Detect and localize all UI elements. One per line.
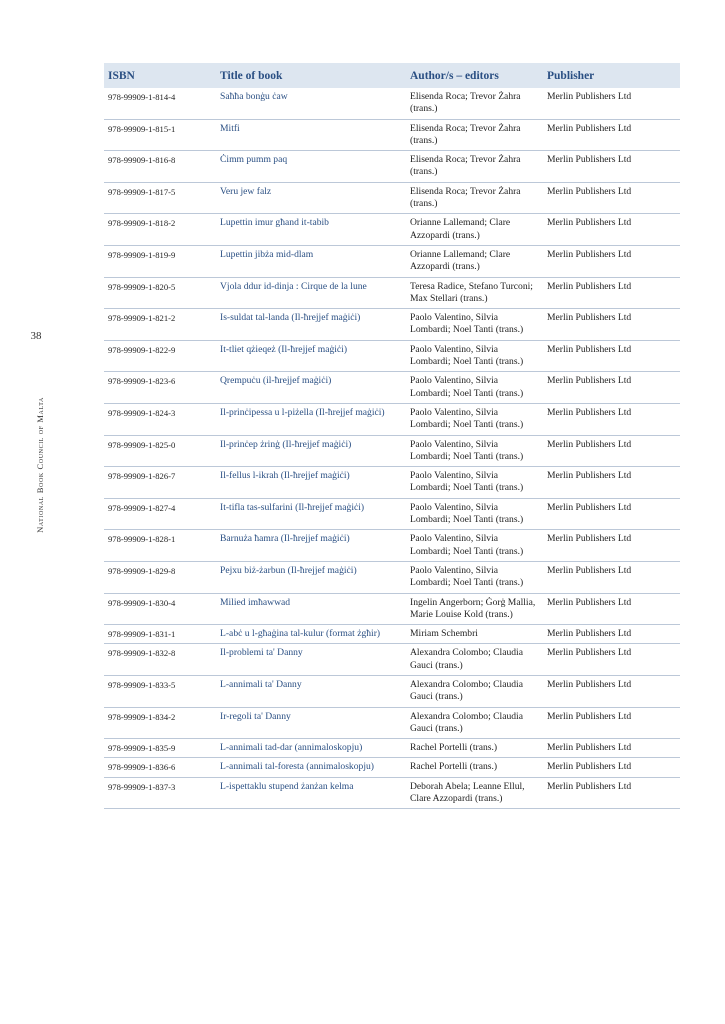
- publisher-cell: Merlin Publishers Ltd: [543, 561, 680, 593]
- publisher-cell: Merlin Publishers Ltd: [543, 182, 680, 214]
- publisher-cell: Merlin Publishers Ltd: [543, 707, 680, 739]
- author-cell: Orianne Lallemand; Clare Azzopardi (trans.): [406, 245, 543, 277]
- isbn-cell: 978-99909-1-817-5: [104, 182, 216, 214]
- table-row: [104, 530, 680, 562]
- publisher-cell: Merlin Publishers Ltd: [543, 625, 680, 644]
- column-header-publisher: Publisher: [543, 63, 680, 88]
- table-row: [104, 777, 680, 809]
- publisher-cell: Merlin Publishers Ltd: [543, 372, 680, 404]
- publisher-cell: Merlin Publishers Ltd: [543, 245, 680, 277]
- title-cell: Lupettin imur għand it-tabib: [216, 214, 406, 246]
- isbn-cell: 978-99909-1-825-0: [104, 435, 216, 467]
- publisher-cell: Merlin Publishers Ltd: [543, 498, 680, 530]
- table-row: [104, 593, 680, 625]
- title-cell: Ċimm pumm paq: [216, 151, 406, 183]
- title-cell: Il-fellus l-ikrah (Il-ħrejjef maġiċi): [216, 467, 406, 499]
- publisher-cell: Merlin Publishers Ltd: [543, 214, 680, 246]
- title-cell: Veru jew falz: [216, 182, 406, 214]
- author-cell: Paolo Valentino, Silvia Lombardi; Noel Tanti (trans.): [406, 403, 543, 435]
- table-row: [104, 739, 680, 758]
- title-cell: Vjola ddur id-dinja : Cirque de la lune: [216, 277, 406, 309]
- title-cell: Mitfi: [216, 119, 406, 151]
- publisher-cell: Merlin Publishers Ltd: [543, 119, 680, 151]
- page-number: 38: [30, 330, 42, 342]
- page-sidebar: [24, 330, 48, 580]
- title-cell: L-annimali tad-dar (annimaloskopju): [216, 739, 406, 758]
- publisher-cell: Merlin Publishers Ltd: [543, 151, 680, 183]
- isbn-cell: 978-99909-1-819-9: [104, 245, 216, 277]
- table-row: [104, 309, 680, 341]
- publisher-cell: Merlin Publishers Ltd: [543, 277, 680, 309]
- table-row: [104, 758, 680, 777]
- isbn-cell: 978-99909-1-823-6: [104, 372, 216, 404]
- isbn-cell: 978-99909-1-826-7: [104, 467, 216, 499]
- isbn-cell: 978-99909-1-833-5: [104, 675, 216, 707]
- isbn-cell: 978-99909-1-820-5: [104, 277, 216, 309]
- title-cell: L-abċ u l-għaġina tal-kulur (format żgħir): [216, 625, 406, 644]
- table-row: [104, 403, 680, 435]
- table-row: [104, 644, 680, 676]
- author-cell: Paolo Valentino, Silvia Lombardi; Noel Tanti (trans.): [406, 435, 543, 467]
- publisher-cell: Merlin Publishers Ltd: [543, 435, 680, 467]
- title-cell: Milied imħawwad: [216, 593, 406, 625]
- title-cell: Qrempuċu (il-ħrejjef maġiċi): [216, 372, 406, 404]
- table-row: [104, 625, 680, 644]
- table-row: [104, 707, 680, 739]
- publisher-cell: Merlin Publishers Ltd: [543, 739, 680, 758]
- table-row: [104, 561, 680, 593]
- isbn-cell: 978-99909-1-837-3: [104, 777, 216, 809]
- table-row: [104, 498, 680, 530]
- author-cell: Alexandra Colombo; Claudia Gauci (trans.): [406, 644, 543, 676]
- isbn-cell: 978-99909-1-831-1: [104, 625, 216, 644]
- author-cell: Elisenda Roca; Trevor Żahra (trans.): [406, 88, 543, 119]
- publisher-cell: Merlin Publishers Ltd: [543, 644, 680, 676]
- table-row: [104, 340, 680, 372]
- publisher-cell: Merlin Publishers Ltd: [543, 777, 680, 809]
- author-cell: Teresa Radice, Stefano Turconi; Max Stellari (trans.): [406, 277, 543, 309]
- title-cell: L-ispettaklu stupend żanżan kelma: [216, 777, 406, 809]
- table-row: [104, 182, 680, 214]
- author-cell: Alexandra Colombo; Claudia Gauci (trans.): [406, 675, 543, 707]
- column-header-title: Title of book: [216, 63, 406, 88]
- table-row: [104, 88, 680, 119]
- title-cell: Il-problemi ta' Danny: [216, 644, 406, 676]
- publisher-cell: Merlin Publishers Ltd: [543, 340, 680, 372]
- isbn-cell: 978-99909-1-815-1: [104, 119, 216, 151]
- isbn-cell: 978-99909-1-835-9: [104, 739, 216, 758]
- isbn-cell: 978-99909-1-821-2: [104, 309, 216, 341]
- title-cell: It-tifla tas-sulfarini (Il-ħrejjef maġiċi): [216, 498, 406, 530]
- table-row: [104, 675, 680, 707]
- publisher-cell: Merlin Publishers Ltd: [543, 530, 680, 562]
- table-row: [104, 277, 680, 309]
- isbn-cell: 978-99909-1-832-8: [104, 644, 216, 676]
- title-cell: Il-prinċipessa u l-piżella (Il-ħrejjef maġiċi): [216, 403, 406, 435]
- title-cell: Is-suldat tal-landa (Il-ħrejjef maġiċi): [216, 309, 406, 341]
- title-cell: L-annimali tal-foresta (annimaloskopju): [216, 758, 406, 777]
- isbn-cell: 978-99909-1-816-8: [104, 151, 216, 183]
- title-cell: Ir-regoli ta' Danny: [216, 707, 406, 739]
- title-cell: Lupettin jibża mid-dlam: [216, 245, 406, 277]
- isbn-cell: 978-99909-1-836-6: [104, 758, 216, 777]
- isbn-cell: 978-99909-1-822-9: [104, 340, 216, 372]
- publisher-cell: Merlin Publishers Ltd: [543, 403, 680, 435]
- author-cell: Ingelin Angerborn; Ġorġ Mallia, Marie Louise Kold (trans.): [406, 593, 543, 625]
- author-cell: Orianne Lallemand; Clare Azzopardi (trans.): [406, 214, 543, 246]
- isbn-cell: 978-99909-1-818-2: [104, 214, 216, 246]
- title-cell: L-annimali ta' Danny: [216, 675, 406, 707]
- isbn-cell: 978-99909-1-828-1: [104, 530, 216, 562]
- isbn-cell: 978-99909-1-824-3: [104, 403, 216, 435]
- author-cell: Paolo Valentino, Silvia Lombardi; Noel Tanti (trans.): [406, 309, 543, 341]
- isbn-cell: 978-99909-1-830-4: [104, 593, 216, 625]
- author-cell: Paolo Valentino, Silvia Lombardi; Noel Tanti (trans.): [406, 340, 543, 372]
- table-row: [104, 119, 680, 151]
- title-cell: Barnuża ħamra (Il-ħrejjef maġiċi): [216, 530, 406, 562]
- column-header-isbn: ISBN: [104, 63, 216, 88]
- author-cell: Paolo Valentino, Silvia Lombardi; Noel Tanti (trans.): [406, 530, 543, 562]
- publisher-cell: Merlin Publishers Ltd: [543, 309, 680, 341]
- table-header: [104, 63, 680, 88]
- title-cell: Saħħa bonġu ċaw: [216, 88, 406, 119]
- organization-label: National Book Council of Malta: [35, 397, 45, 533]
- author-cell: Rachel Portelli (trans.): [406, 739, 543, 758]
- isbn-cell: 978-99909-1-827-4: [104, 498, 216, 530]
- title-cell: Il-prinċep żrinġ (Il-ħrejjef maġiċi): [216, 435, 406, 467]
- author-cell: Paolo Valentino, Silvia Lombardi; Noel Tanti (trans.): [406, 467, 543, 499]
- title-cell: Pejxu biż-żarbun (Il-ħrejjef maġiċi): [216, 561, 406, 593]
- author-cell: Paolo Valentino, Silvia Lombardi; Noel Tanti (trans.): [406, 561, 543, 593]
- author-cell: Elisenda Roca; Trevor Żahra (trans.): [406, 151, 543, 183]
- author-cell: Deborah Abela; Leanne Ellul, Clare Azzopardi (trans.): [406, 777, 543, 809]
- publisher-cell: Merlin Publishers Ltd: [543, 593, 680, 625]
- publisher-cell: Merlin Publishers Ltd: [543, 467, 680, 499]
- table-row: [104, 151, 680, 183]
- author-cell: Miriam Schembri: [406, 625, 543, 644]
- column-header-authors: Author/s – editors: [406, 63, 543, 88]
- author-cell: Elisenda Roca; Trevor Żahra (trans.): [406, 119, 543, 151]
- publisher-cell: Merlin Publishers Ltd: [543, 758, 680, 777]
- isbn-cell: 978-99909-1-814-4: [104, 88, 216, 119]
- book-listing-table: [104, 63, 680, 809]
- author-cell: Paolo Valentino, Silvia Lombardi; Noel Tanti (trans.): [406, 498, 543, 530]
- publisher-cell: Merlin Publishers Ltd: [543, 88, 680, 119]
- table-row: [104, 435, 680, 467]
- isbn-cell: 978-99909-1-834-2: [104, 707, 216, 739]
- author-cell: Paolo Valentino, Silvia Lombardi; Noel Tanti (trans.): [406, 372, 543, 404]
- table-row: [104, 467, 680, 499]
- author-cell: Rachel Portelli (trans.): [406, 758, 543, 777]
- title-cell: It-tliet qżieqeż (Il-ħrejjef maġiċi): [216, 340, 406, 372]
- table-body: [104, 88, 680, 809]
- table-row: [104, 372, 680, 404]
- table-row: [104, 245, 680, 277]
- publisher-cell: Merlin Publishers Ltd: [543, 675, 680, 707]
- author-cell: Alexandra Colombo; Claudia Gauci (trans.): [406, 707, 543, 739]
- table-row: [104, 214, 680, 246]
- author-cell: Elisenda Roca; Trevor Żahra (trans.): [406, 182, 543, 214]
- isbn-cell: 978-99909-1-829-8: [104, 561, 216, 593]
